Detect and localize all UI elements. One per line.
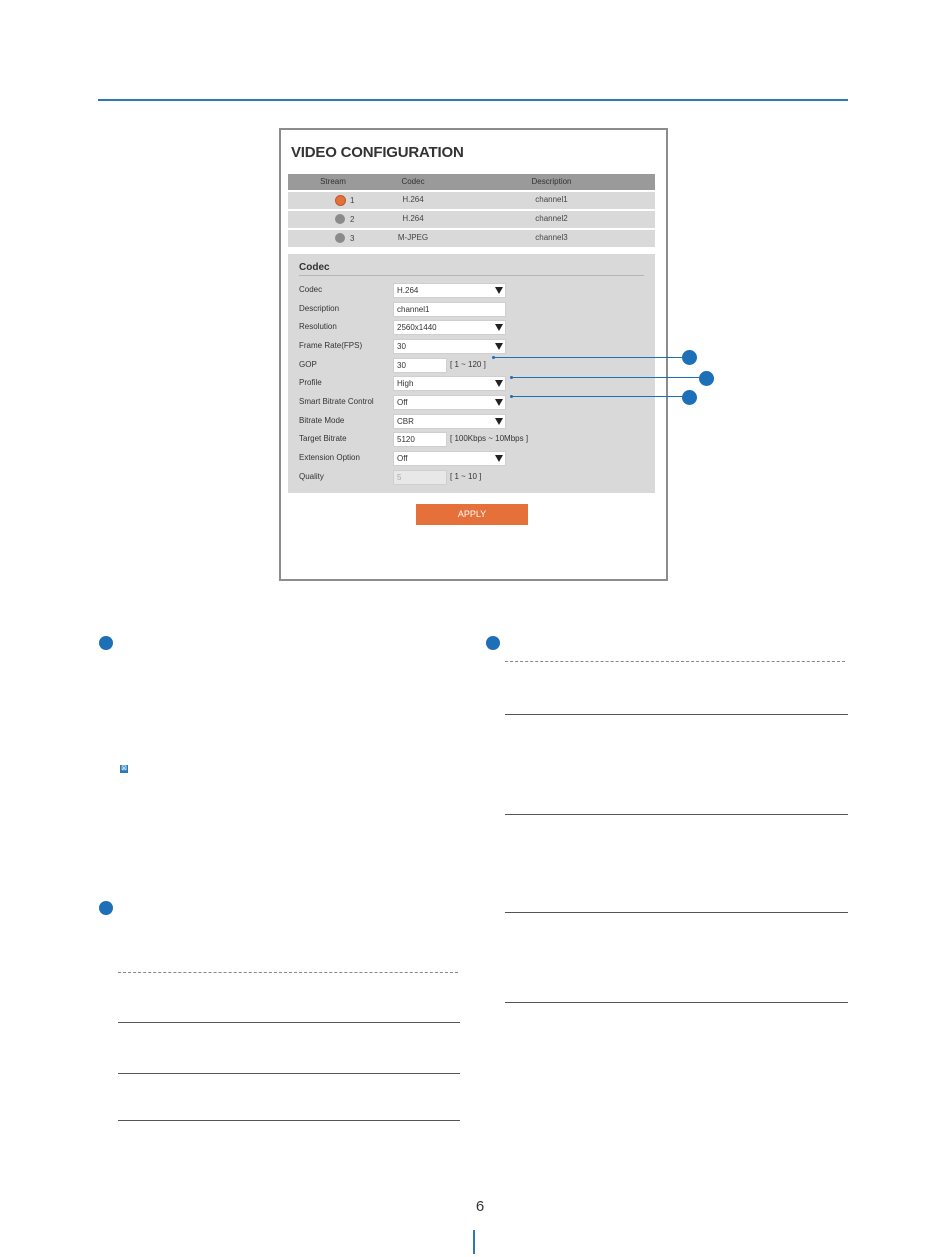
stream-description: channel3 [535,233,568,242]
description-row [299,302,649,316]
page-marker-bar [473,1230,475,1254]
stream-number: 3 [350,234,355,243]
callout-leader-end [510,395,513,398]
apply-button[interactable]: APPLY [416,504,528,525]
bitrate-mode-select[interactable] [393,414,506,429]
header-rule [98,99,848,101]
extension-option-select[interactable] [393,451,506,466]
chevron-down-icon [495,418,503,425]
target-bitrate-row [299,432,649,446]
table-rule [118,1120,460,1121]
stream-radio-1[interactable] [335,195,346,206]
frame-rate-select[interactable] [393,339,506,354]
chevron-down-icon [495,380,503,387]
quality-range: [ 1 ~ 10 ] [450,472,482,481]
extension-option-row [299,451,649,465]
callout-leader-1 [494,357,684,358]
quality-input[interactable] [393,470,447,485]
extension-option-label: Extension Option [299,453,360,462]
callout-leader-end [510,376,513,379]
callout-marker-3 [682,390,697,405]
stream-codec: H.264 [402,214,424,223]
stream-number: 1 [350,196,355,205]
callout-leader-3 [512,396,684,397]
callout-leader-end [492,356,495,359]
callout-marker-2 [699,371,714,386]
page-number: 6 [475,1198,485,1215]
stream-row-1[interactable] [288,192,655,209]
header-description: Description [531,177,572,186]
frame-rate-label: Frame Rate(FPS) [299,341,363,350]
target-bitrate-label: Target Bitrate [299,434,347,443]
table-rule [118,1022,460,1023]
chevron-down-icon [495,399,503,406]
section-marker-2 [99,901,113,915]
frame-rate-row [299,339,649,353]
chevron-down-icon [495,287,503,294]
description-input[interactable] [393,302,506,317]
extension-option-select-value: Off [397,454,408,463]
gop-input-value: 30 [397,361,406,370]
callout-marker-1 [682,350,697,365]
smart-bitrate-row [299,395,649,409]
codec-select-value: H.264 [397,286,419,295]
stream-row-3[interactable] [288,230,655,247]
header-codec: Codec [401,177,425,186]
codec-label: Codec [299,285,323,294]
dashed-divider [118,972,458,973]
resolution-select[interactable] [393,320,506,335]
table-rule [505,714,848,715]
chevron-down-icon [495,324,503,331]
profile-label: Profile [299,378,322,387]
resolution-label: Resolution [299,322,337,331]
resolution-row [299,320,649,334]
table-rule [505,814,848,815]
gop-input[interactable] [393,358,447,373]
video-configuration-panel [279,128,668,581]
codec-row [299,283,649,297]
bitrate-mode-label: Bitrate Mode [299,416,345,425]
stream-radio-3[interactable] [335,233,345,243]
table-rule [505,1002,848,1003]
dashed-divider [505,661,845,662]
callout-leader-2 [512,377,702,378]
smart-bitrate-select-value: Off [397,398,408,407]
stream-description: channel1 [535,195,568,204]
page-title: VIDEO CONFIGURATION [291,144,464,161]
codec-divider [299,275,644,276]
stream-number: 2 [350,215,355,224]
table-rule [505,912,848,913]
bitrate-mode-select-value: CBR [397,417,414,426]
gop-label: GOP [299,360,317,369]
section-marker-3 [486,636,500,650]
description-label: Description [299,304,340,313]
target-bitrate-input[interactable] [393,432,447,447]
resolution-select-value: 2560x1440 [397,323,437,332]
stream-table-header [288,174,655,190]
gop-row [299,358,649,372]
gop-range: [ 1 ~ 120 ] [450,360,486,369]
stream-table [288,174,655,247]
frame-rate-select-value: 30 [397,342,406,351]
description-input-value: channel1 [397,305,430,314]
codec-select[interactable] [393,283,506,298]
section-marker-1 [99,636,113,650]
smart-bitrate-label: Smart Bitrate Control [299,397,374,406]
header-stream: Stream [320,177,346,186]
chevron-down-icon [495,343,503,350]
stream-codec: M-JPEG [397,233,429,242]
note-icon: ⊠ [121,765,127,772]
target-bitrate-input-value: 5120 [397,435,415,444]
profile-select[interactable] [393,376,506,391]
stream-row-2[interactable] [288,211,655,228]
quality-label: Quality [299,472,324,481]
quality-input-value: 5 [397,473,402,482]
stream-radio-2[interactable] [335,214,345,224]
chevron-down-icon [495,455,503,462]
stream-codec: H.264 [402,195,424,204]
table-rule [118,1073,460,1074]
profile-row [299,376,649,390]
profile-select-value: High [397,379,414,388]
quality-row [299,470,649,484]
codec-section-title: Codec [299,262,330,273]
codec-section [288,254,655,493]
target-bitrate-range: [ 100Kbps ~ 10Mbps ] [450,434,529,443]
bitrate-mode-row [299,414,649,428]
stream-description: channel2 [535,214,568,223]
smart-bitrate-select[interactable] [393,395,506,410]
